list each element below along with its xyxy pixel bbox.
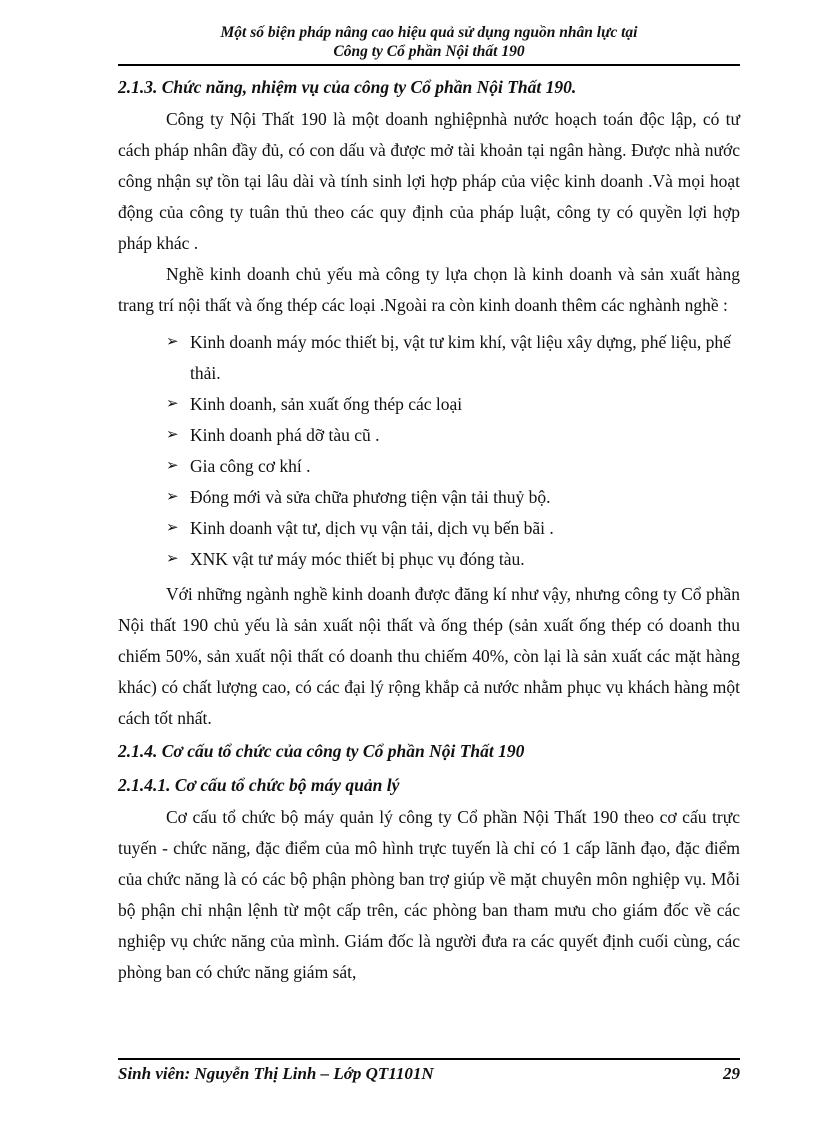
section-heading-2-1-4: 2.1.4. Cơ cấu tổ chức của công ty Cổ phần Nội Thất 190: [118, 741, 525, 761]
paragraph-company-status: Công ty Nội Thất 190 là một doanh nghiệpnhà nước hoạch toán độc lập, có tư cách pháp nhân đầy đủ, có con dấu và được mở tài khoản tại ngân hàng. Được nhà nước công nhận sự tồn tại lâu dài và tính sinh lợi hợp pháp của việc kinh doanh .Và mọi hoạt động của công ty tuân thủ theo các quy định của pháp luật, công ty có quyền lợi hợp pháp khác .: [118, 109, 740, 253]
running-footer: [118, 1064, 740, 1084]
paragraph-business-lines: Nghề kinh doanh chủ yếu mà công ty lựa chọn là kinh doanh và sản xuất hàng trang trí nội thất và ống thép các loại .Ngoài ra còn kinh doanh thêm các nghành nghề :: [118, 264, 740, 315]
arrow-bullet-icon: ➢: [166, 489, 179, 505]
page-body: [118, 70, 740, 988]
header-line-1: Một số biện pháp nâng cao hiệu quả sử dụng nguồn nhân lực tại: [220, 24, 638, 41]
arrow-bullet-icon: ➢: [166, 520, 179, 536]
list-item: ➢ Kinh doanh máy móc thiết bị, vật tư kim khí, vật liệu xây dựng, phế liệu, phế thải.: [164, 327, 740, 389]
header-line-2: Công ty Cổ phần Nội thất 190: [333, 43, 525, 60]
footer-divider: [118, 1058, 740, 1060]
header-divider: [118, 64, 740, 66]
running-header: [118, 23, 740, 61]
page-number: 29: [723, 1064, 740, 1083]
arrow-bullet-icon: ➢: [166, 551, 179, 567]
list-item: ➢ Kinh doanh phá dỡ tàu cũ .: [164, 420, 740, 451]
list-item: ➢ XNK vật tư máy móc thiết bị phục vụ đóng tàu.: [164, 544, 740, 575]
arrow-bullet-icon: ➢: [166, 396, 179, 412]
footer-student-info: Sinh viên: Nguyễn Thị Linh – Lớp QT1101N: [118, 1064, 434, 1083]
arrow-bullet-icon: ➢: [166, 458, 179, 474]
section-heading-2-1-3: 2.1.3. Chức năng, nhiệm vụ của công ty Cổ phần Nội Thất 190.: [118, 77, 577, 97]
arrow-bullet-icon: ➢: [166, 427, 179, 443]
arrow-bullet-icon: ➢: [166, 334, 179, 350]
paragraph-main-products: Với những ngành nghề kinh doanh được đăng kí như vậy, nhưng công ty Cổ phần Nội thất 190 chủ yếu là sản xuất nội thất và ống thép (sản xuất ống thép có doanh thu chiếm 50%, sản xuất nội thất có doanh thu chiếm 40%, còn lại là sản xuất các mặt hàng khác) có chất lượng cao, có các đại lý rộng khắp cả nước nhằm phục vụ khách hàng một cách tốt nhất.: [118, 584, 740, 728]
paragraph-org-structure: Cơ cấu tổ chức bộ máy quản lý công ty Cổ phần Nội Thất 190 theo cơ cấu trực tuyến - chức năng, đặc điểm của mô hình trực tuyến là chỉ có 1 cấp lãnh đạo, đặc điểm của chức năng là có các bộ phận phòng ban trợ giúp về mặt chuyên môn nghiệp vụ. Mỗi bộ phận chỉ nhận lệnh từ một cấp trên, các phòng ban tham mưu cho giám đốc về các nghiệp vụ chức năng của mình. Giám đốc là người đưa ra các quyết định cuối cùng, các phòng ban có chức năng giám sát,: [118, 807, 740, 982]
list-item: ➢ Kinh doanh vật tư, dịch vụ vận tải, dịch vụ bến bãi .: [164, 513, 740, 544]
list-item: ➢ Đóng mới và sửa chữa phương tiện vận tải thuỷ bộ.: [164, 482, 740, 513]
business-lines-list: [118, 327, 740, 575]
list-item: ➢ Gia công cơ khí .: [164, 451, 740, 482]
list-item: ➢ Kinh doanh, sản xuất ống thép các loại: [164, 389, 740, 420]
subsection-heading-2-1-4-1: 2.1.4.1. Cơ cấu tổ chức bộ máy quản lý: [118, 775, 400, 795]
